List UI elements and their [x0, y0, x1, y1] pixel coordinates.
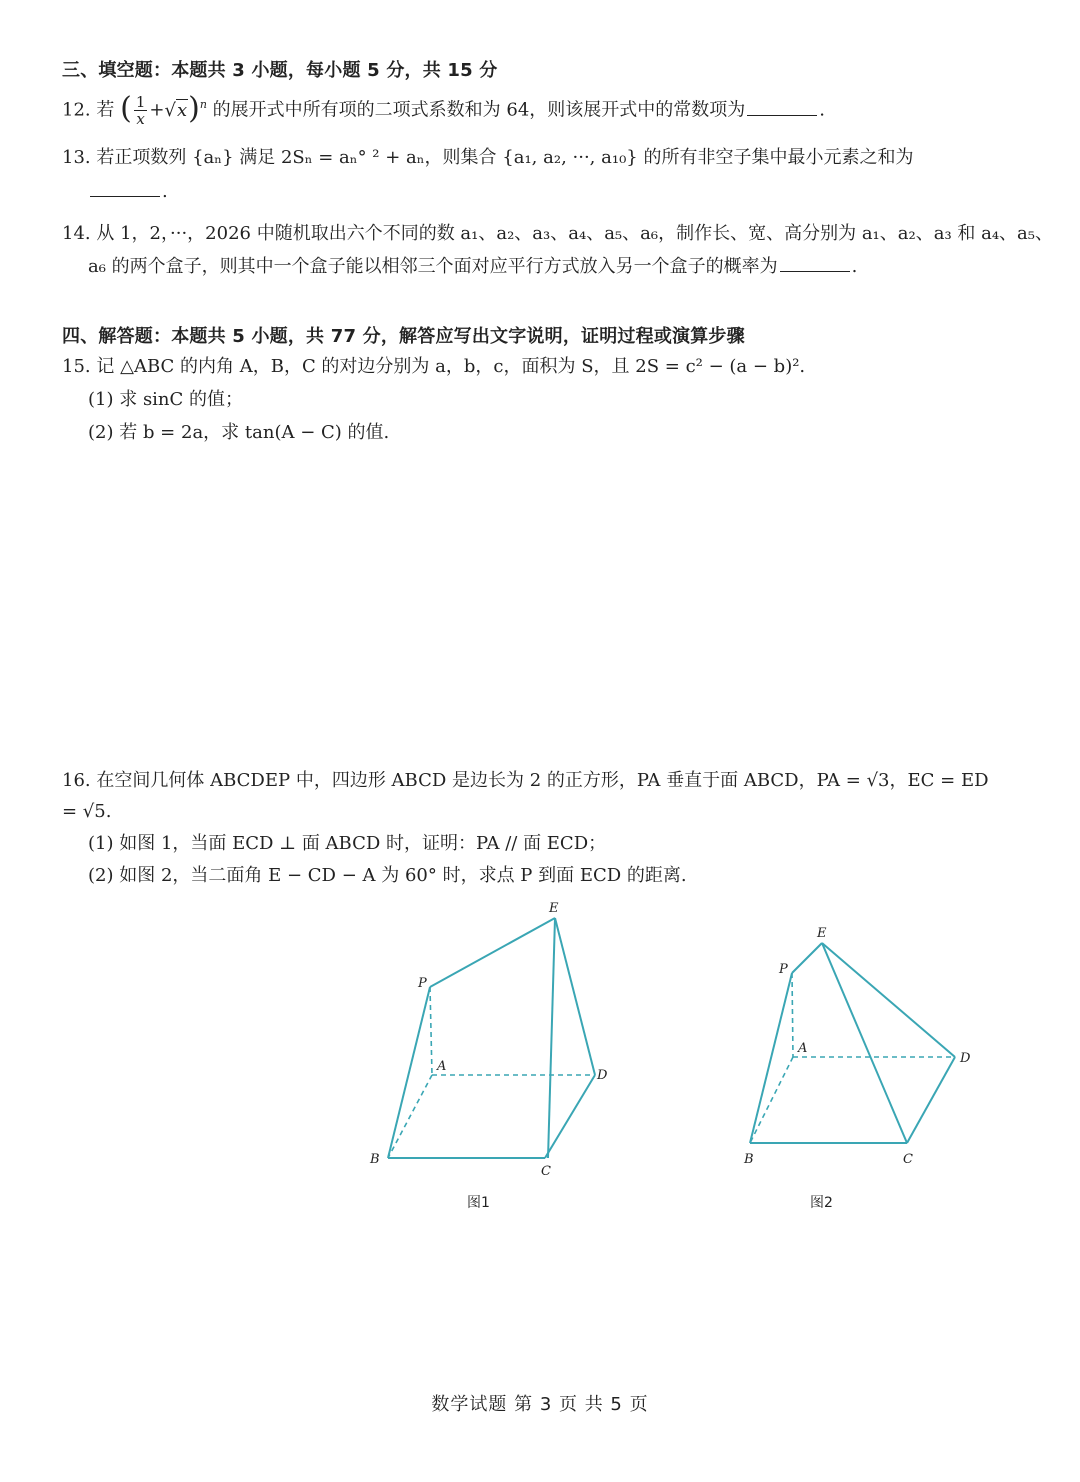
question-14-line2 [88, 255, 857, 279]
fig1-label-E: E [549, 901, 559, 916]
q16-part1: (1) 如图 1，当面 ECD ⊥ 面 ABCD 时，证明：PA // 面 ECD； [88, 833, 607, 854]
fig2-label-A: A [798, 1041, 808, 1056]
fig1-edge-EC [548, 918, 555, 1158]
q14-line1: 从 1，2，···，2026 中随机取出六个不同的数 a₁、a₂、a₃、a₄、a₅、a₆，制作长、宽、高分别为 a₁、a₂、a₃ 和 a₄、a₅、 [96, 223, 1053, 244]
fig2-edge-PE [792, 943, 822, 973]
figure-2-diagram [735, 920, 980, 1170]
fraction-denominator: x [136, 110, 145, 128]
right-paren: ) [188, 90, 200, 126]
fig2-label-C: C [903, 1152, 913, 1167]
question-14 [62, 222, 1053, 246]
q16-number: 16. [62, 770, 91, 791]
fraction-numerator: 1 [135, 93, 146, 111]
left-paren: ( [120, 90, 132, 126]
section-3-heading: 三、填空题：本题共 3 小题，每小题 5 分，共 15 分 [62, 60, 498, 81]
fig2-label-D: D [960, 1051, 971, 1066]
fig1-edge-AB [388, 1075, 432, 1158]
fig1-edge-CD [545, 1075, 595, 1158]
fraction [134, 94, 148, 127]
answer-blank-13[interactable] [90, 180, 160, 197]
figure-2-caption: 图2 [810, 1195, 833, 1211]
sqrt-symbol: √ [164, 99, 176, 121]
question-16 [62, 769, 989, 793]
section-4-heading: 四、解答题：本题共 5 小题，共 77 分，解答应写出文字说明，证明过程或演算步骤 [62, 326, 745, 347]
exponent: n [199, 97, 207, 111]
fig1-label-B: B [370, 1152, 380, 1167]
square-root [164, 99, 188, 123]
q12-number: 12. [62, 99, 91, 121]
q13-line1: 若正项数列 {aₙ} 满足 2Sₙ = aₙ° ² + aₙ，则集合 {a₁, a₂, ···, a₁₀} 的所有非空子集中最小元素之和为 [96, 147, 914, 168]
q13-number: 13. [62, 147, 91, 168]
fig2-edge-CD [907, 1057, 955, 1143]
fig1-edge-PA [430, 987, 432, 1075]
q15-part2: (2) 若 b = 2a，求 tan(A − C) 的值. [88, 422, 390, 443]
fig1-label-P: P [418, 976, 427, 991]
answer-blank-12[interactable] [747, 99, 817, 116]
fig2-label-P: P [779, 962, 788, 977]
fig2-edge-PA [792, 973, 793, 1057]
question-13 [62, 146, 913, 170]
q12-end: . [819, 99, 826, 121]
fig1-edge-ED [555, 918, 595, 1075]
fig2-label-E: E [817, 926, 827, 941]
fig1-edge-PB [388, 987, 430, 1158]
page-footer: 数学试题 第 3 页 共 5 页 [431, 1394, 649, 1415]
plus-sign: + [149, 99, 165, 121]
fig1-edge-PE [430, 918, 555, 987]
fig1-label-D: D [597, 1068, 608, 1083]
q14-number: 14. [62, 223, 91, 244]
answer-blank-14[interactable] [780, 255, 850, 272]
q15-stem: 记 △ABC 的内角 A，B，C 的对边分别为 a，b，c，面积为 S，且 2S = c² − (a − b)². [96, 356, 806, 377]
fig2-edge-ED [822, 943, 955, 1057]
fig2-edge-EC [822, 943, 907, 1143]
fig1-label-C: C [541, 1164, 551, 1179]
q16-part2: (2) 如图 2，当二面角 E − CD − A 为 60° 时，求点 P 到面 ECD 的距离. [88, 865, 687, 886]
q12-prefix: 若 [96, 99, 115, 121]
q15-number: 15. [62, 356, 91, 377]
q15-part1: (1) 求 sinC 的值； [88, 389, 244, 410]
figure-1-caption: 图1 [467, 1195, 490, 1211]
q16-stem-line2: = √5. [62, 801, 112, 822]
question-12 [62, 90, 826, 128]
q16-stem-line1: 在空间几何体 ABCDEP 中，四边形 ABCD 是边长为 2 的正方形，PA 垂直于面 ABCD，PA = √3，EC = ED [96, 770, 989, 791]
q12-text: 的展开式中所有项的二项式系数和为 64，则该展开式中的常数项为 [212, 99, 746, 121]
fig2-edge-AB [750, 1057, 793, 1143]
question-13-line2 [88, 180, 168, 204]
q14-line2: a₆ 的两个盒子，则其中一个盒子能以相邻三个面对应平行方式放入另一个盒子的概率为 [88, 256, 778, 277]
figure-1-diagram [360, 895, 620, 1185]
sqrt-radicand: x [176, 99, 188, 121]
fig1-label-A: A [437, 1059, 447, 1074]
fig2-label-B: B [744, 1152, 754, 1167]
q14-end: . [851, 256, 858, 277]
question-15 [62, 355, 805, 379]
q13-end: . [162, 181, 168, 202]
fig2-edge-PB [750, 973, 792, 1143]
